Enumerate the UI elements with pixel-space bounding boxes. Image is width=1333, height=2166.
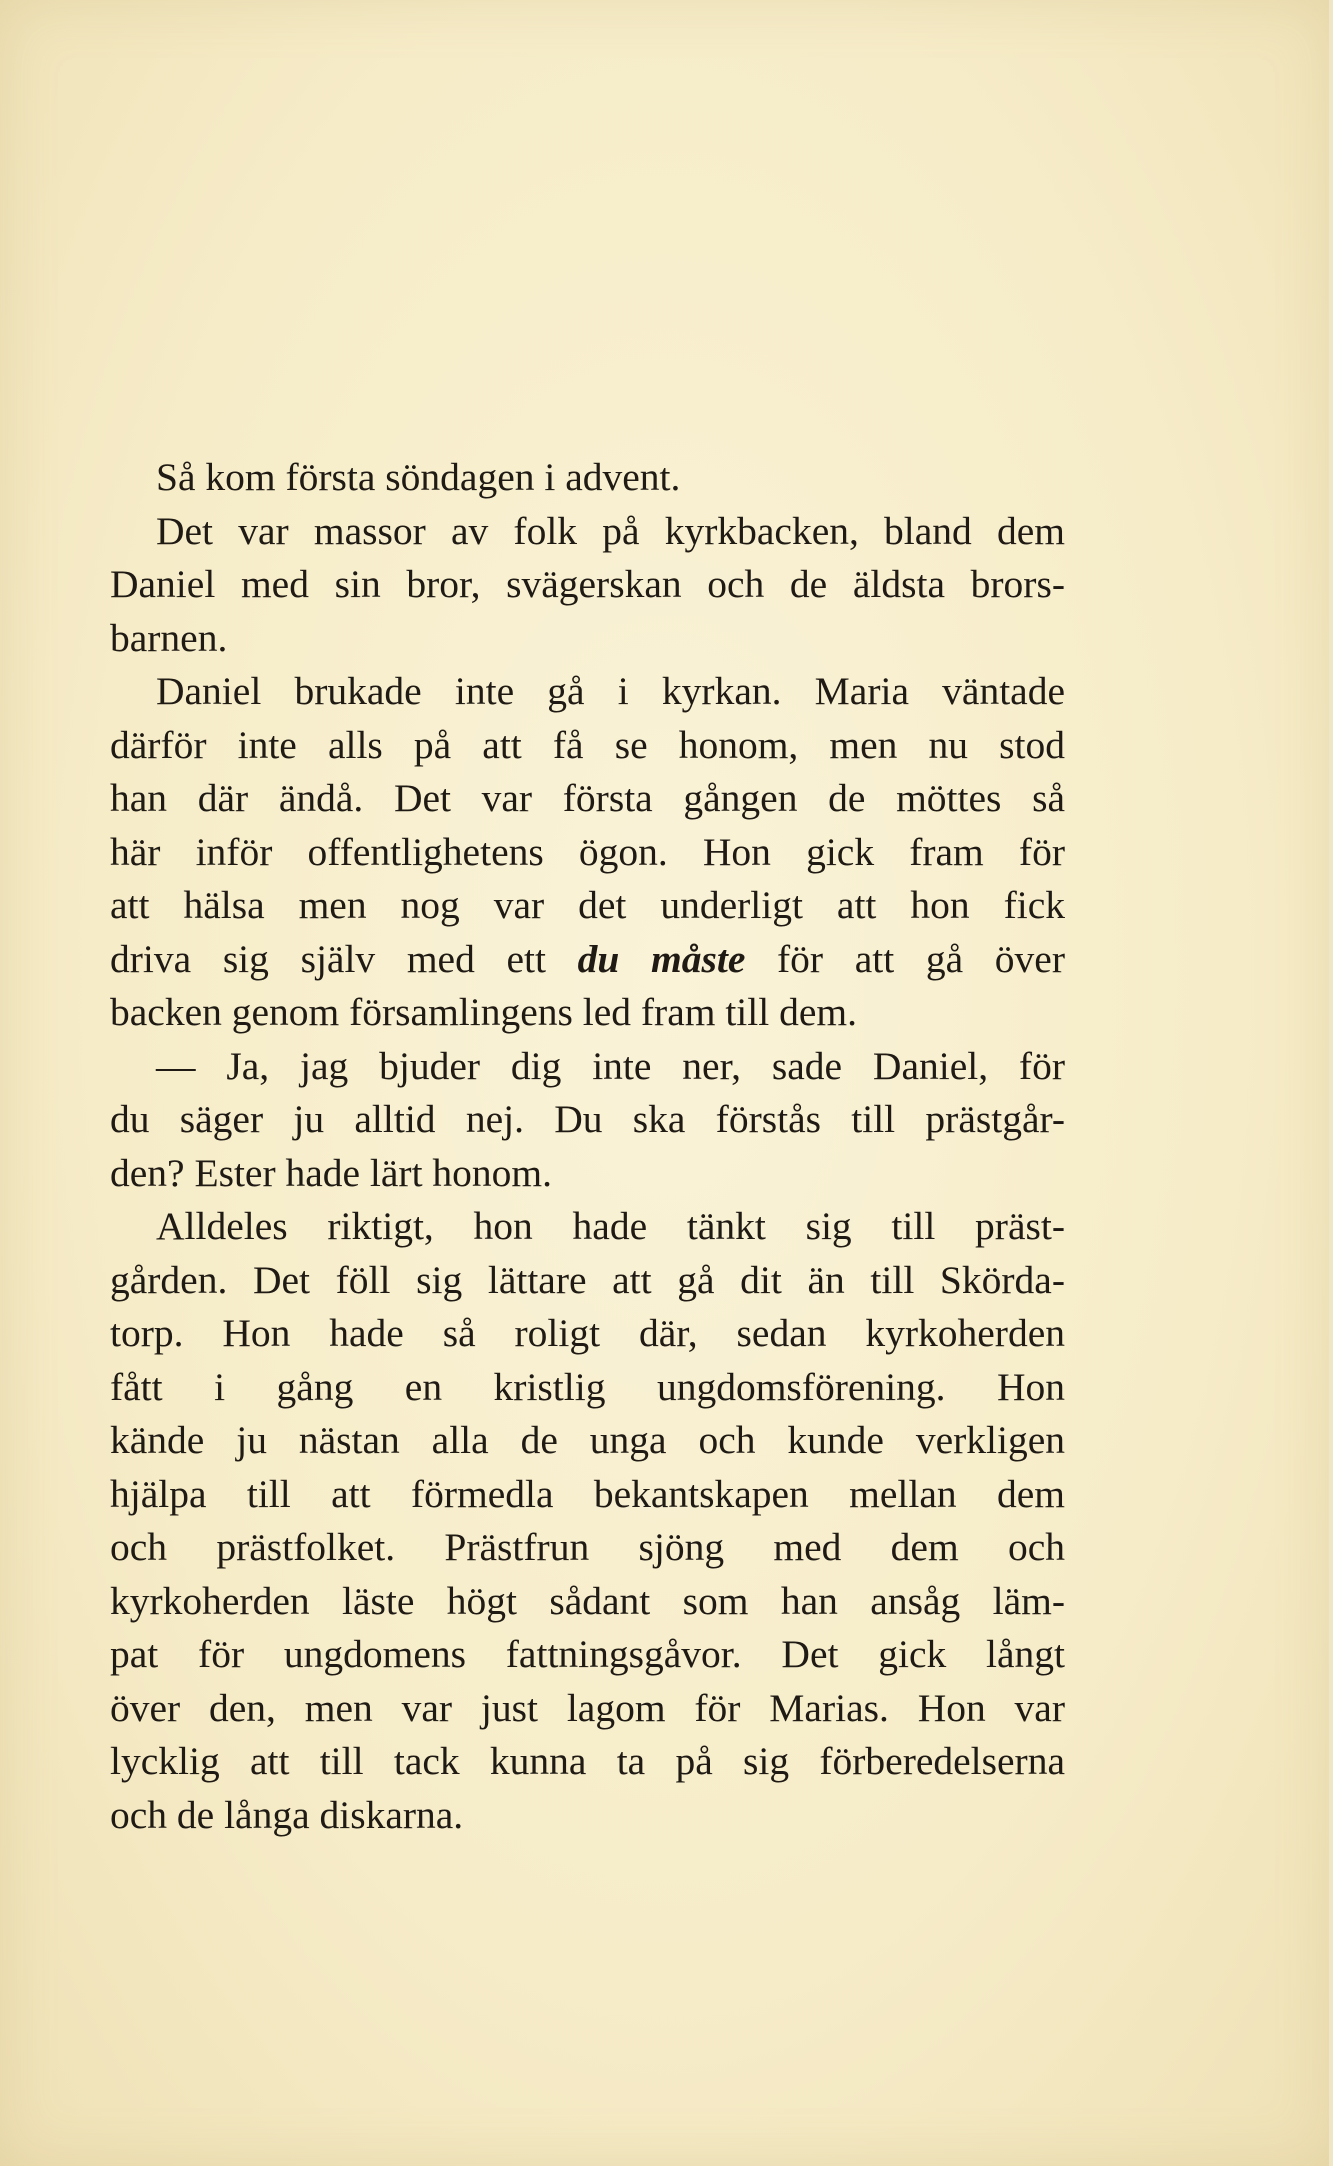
- line-text-before-emphasis: driva sig själv med ett: [110, 936, 546, 981]
- paragraph-3-line-5: att hälsa men nog var det underligt att hon fick: [110, 883, 1065, 927]
- paragraph-4-line-1: — Ja, jag bjuder dig inte ner, sade Daniel, för: [156, 1043, 1065, 1088]
- body-text: [110, 451, 1065, 1842]
- paragraph-3-line-6: [110, 933, 1065, 987]
- paragraph-1-line-1: Så kom första söndagen i advent.: [156, 455, 681, 499]
- paragraph-3-line-3: han där ändå. Det var första gången de möttes så: [110, 776, 1065, 820]
- paragraph-5-line-3: torp. Hon hade så roligt där, sedan kyrkoherden: [110, 1311, 1065, 1355]
- paragraph-3-line-4: här inför offentlighetens ögon. Hon gick fram för: [110, 829, 1065, 874]
- paragraph-5-line-6: hjälpa till att förmedla bekantskapen mellan dem: [110, 1471, 1065, 1516]
- paragraph-4-line-2: du säger ju alltid nej. Du ska förstås till prästgår-: [110, 1097, 1065, 1141]
- paragraph-5-line-10: över den, men var just lagom för Marias. Hon var: [110, 1685, 1065, 1730]
- paragraph-3-line-1: Daniel brukade inte gå i kyrkan. Maria väntade: [156, 669, 1065, 713]
- paragraph-2-line-2: Daniel med sin bror, svägerskan och de äldsta brors-: [110, 562, 1065, 606]
- paragraph-4-line-3: den? Ester hade lärt honom.: [110, 1150, 553, 1195]
- paragraph-3-line-7: backen genom församlingens led fram till dem.: [110, 990, 857, 1034]
- page-edge: [1329, 0, 1333, 2166]
- paragraph-5-line-5: kände ju nästan alla de unga och kunde verkligen: [110, 1418, 1065, 1462]
- paragraph-5-line-11: lycklig att till tack kunna ta på sig förberedelserna: [110, 1739, 1065, 1783]
- paragraph-5-line-8: kyrkoherden läste högt sådant som han ansåg läm-: [110, 1578, 1065, 1623]
- paragraph-5-line-7: och prästfolket. Prästfrun sjöng med dem och: [110, 1525, 1065, 1569]
- emphasized-phrase: du måste: [577, 936, 746, 981]
- paragraph-5-line-12: och de långa diskarna.: [110, 1792, 464, 1837]
- paragraph-2-line-3: barnen.: [110, 615, 228, 660]
- line-text-after-emphasis: för att gå över: [777, 936, 1065, 981]
- paragraph-5-line-9: pat för ungdomens fattningsgåvor. Det gick långt: [110, 1632, 1065, 1676]
- paragraph-5-line-4: fått i gång en kristlig ungdomsförening. Hon: [110, 1364, 1065, 1409]
- paragraph-5-line-2: gården. Det föll sig lättare att gå dit än till Skörda-: [110, 1257, 1065, 1302]
- paragraph-2-line-1: Det var massor av folk på kyrkbacken, bland dem: [156, 508, 1065, 553]
- paragraph-5-line-1: Alldeles riktigt, hon hade tänkt sig till präst-: [156, 1204, 1065, 1248]
- paragraph-3-line-2: därför inte alls på att få se honom, men nu stod: [110, 722, 1065, 767]
